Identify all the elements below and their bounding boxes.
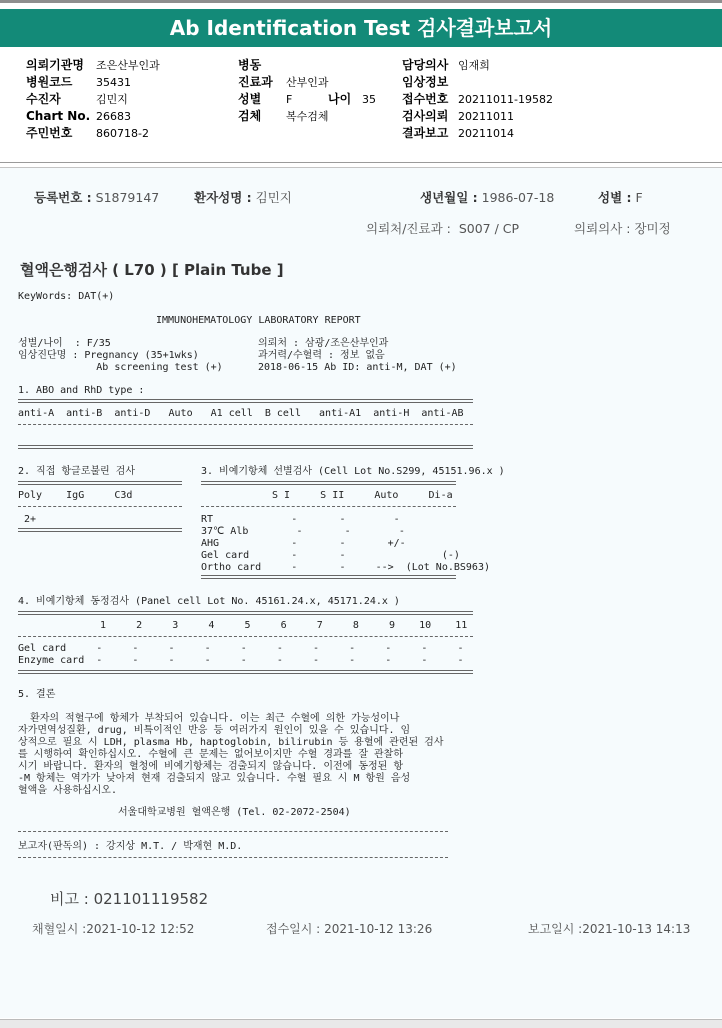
note-label: 비고 : — [50, 890, 89, 908]
double-rule — [18, 611, 473, 615]
sex-label: 성별 : — [598, 190, 632, 205]
dat-values: 2+ — [18, 514, 37, 525]
screening-rows: RT - - - 37℃ Alb - - - AHG - - +/- Gel card - - (-) Ortho card - - --> (Lot No.BS963) — [201, 514, 490, 573]
screening-header: S I S II Auto Di-a — [272, 490, 453, 501]
info-label: 검사의뢰 — [402, 109, 449, 123]
info-label: 의뢰기관명 — [26, 58, 84, 72]
demographics-left: 성별/나이 : F/35 임상진단명 : Pregnancy (35+1wks) Ab screening test (+) — [18, 338, 223, 373]
registration-value: S1879147 — [95, 190, 160, 205]
info-value: 20211011-19582 — [458, 93, 553, 106]
info-value: 35431 — [96, 76, 131, 89]
double-rule — [18, 445, 473, 449]
info-label: 검체 — [238, 109, 262, 123]
info-label: 임상정보 — [402, 75, 449, 89]
info-label: 주민번호 — [26, 126, 73, 140]
double-rule — [201, 481, 456, 485]
info-label: Chart No. — [26, 109, 91, 123]
reporter: 보고자(판독의) : 강지상 M.T. / 박재현 M.D. — [18, 841, 243, 852]
screening-title: 3. 비예기항체 선별검사 (Cell Lot No.S299, 45151.96.x ) — [201, 466, 505, 477]
info-value: 20211014 — [458, 127, 514, 140]
receive-label: 접수일시 : — [266, 922, 321, 936]
panel-title: 4. 비예기항체 동정검사 (Panel cell Lot No. 45161.24.x, 45171.24.x ) — [18, 596, 400, 607]
divider — [0, 162, 722, 163]
info-label: 성별 — [238, 92, 262, 106]
doctor-value: 장미정 — [634, 221, 671, 236]
receive-value: 2021-10-12 13:26 — [324, 922, 433, 936]
rule — [18, 857, 448, 858]
top-border — [0, 0, 722, 3]
rule — [18, 636, 473, 637]
double-rule — [18, 528, 182, 532]
info-value: F — [286, 93, 293, 106]
info-label: 결과보고 — [402, 126, 449, 140]
abo-title: 1. ABO and RhD type : — [18, 385, 145, 396]
rule — [201, 506, 456, 507]
info-value: 복수검체 — [286, 110, 329, 123]
collect-label: 채혈일시 : — [32, 922, 87, 936]
report-time-label: 보고일시 : — [528, 922, 583, 936]
info-value: 임재희 — [458, 59, 490, 72]
info-column-2 — [238, 57, 376, 125]
keywords: KeyWords: DAT(+) — [18, 291, 115, 302]
dob-value: 1986-07-18 — [481, 190, 555, 205]
info-label: 병동 — [238, 58, 262, 72]
dob-label: 생년월일 : — [420, 190, 478, 205]
collect-value: 2021-10-12 12:52 — [86, 922, 195, 936]
age-label: 나이 — [328, 92, 352, 106]
note-value: 021101119582 — [93, 890, 209, 908]
registration-label: 등록번호 : — [34, 190, 92, 205]
conclusion-text: 환자의 적혈구에 항체가 부착되어 있습니다. 이는 최근 수혈에 의한 가능성이나 자가면역성질환, drug, 비특이적인 반응 등 여러가지 원인이 있을 수 있습니다. 임 상적으로 필요 시 LDH, plasma Hb, haptoglobin, bilirubin 등 용혈에 관련된 검사 를 시행하여 확인하십시오. 수혈에 큰 문제는 없어보이지만 수혈 경과를 잘 관찰하 시기 바랍니다. 환자의 혈청에 비예기항체는 검출되지 않습니다. 이전에 동정된 항 -M 항체는 역가가 낮아져 현재 검출되지 않고 있습니다. 수혈 필요 시 M 항원 음성 혈액을 사용하십시오. — [18, 713, 444, 796]
patient-name-label: 환자성명 : — [194, 190, 252, 205]
rule — [18, 831, 448, 832]
info-value: 20211011 — [458, 110, 514, 123]
sex-value: F — [635, 190, 643, 205]
double-rule — [201, 575, 456, 579]
dat-header: Poly IgG C3d — [18, 490, 133, 501]
hospital-contact: 서울대학교병원 혈액은행 (Tel. 02-2072-2504) — [118, 807, 351, 818]
abo-header: anti-A anti-B anti-D Auto A1 cell B cell anti-A1 anti-H anti-AB — [18, 408, 464, 419]
panel-rows: Gel card - - - - - - - - - - - Enzyme card - - - - - - - - - - - — [18, 643, 464, 666]
panel-header: 1 2 3 4 5 6 7 8 9 10 11 — [100, 620, 468, 631]
dept-label: 의뢰처/진료과 : — [366, 221, 451, 236]
report-title: Ab Identification Test 검사결과보고서 — [0, 9, 722, 47]
info-value: 26683 — [96, 110, 131, 123]
conclusion-title: 5. 결론 — [18, 689, 56, 700]
double-rule — [18, 670, 473, 674]
dat-title: 2. 직접 항글로불린 검사 — [18, 466, 136, 477]
info-label: 수진자 — [26, 92, 61, 106]
info-value: 김민지 — [96, 93, 128, 106]
info-value: 산부인과 — [286, 76, 329, 89]
section-title: 혈액은행검사 ( L70 ) [ Plain Tube ] — [20, 261, 284, 279]
lab-report-title: IMMUNOHEMATOLOGY LABORATORY REPORT — [156, 315, 361, 326]
info-label: 병원코드 — [26, 75, 73, 89]
double-rule — [18, 481, 182, 485]
dept-value: S007 / CP — [458, 221, 520, 236]
info-label: 담당의사 — [402, 58, 449, 72]
info-label: 접수번호 — [402, 92, 449, 106]
doctor-label: 의뢰의사 : — [574, 221, 631, 236]
rule — [18, 506, 182, 507]
age-value: 35 — [362, 93, 376, 106]
info-value: 조은산부인과 — [96, 59, 160, 72]
rule — [18, 424, 473, 425]
demographics-right: 의뢰처 : 삼광/조은산부인과 과거력/수혈력 : 정보 없음 2018-06-15 Ab ID: anti-M, DAT (+) — [258, 338, 457, 373]
double-rule — [18, 399, 473, 403]
info-label: 진료과 — [238, 75, 273, 89]
info-column-1 — [26, 57, 160, 142]
info-column-3 — [402, 57, 553, 142]
info-value: 860718-2 — [96, 127, 149, 140]
patient-name-value: 김민지 — [255, 190, 292, 205]
report-time-value: 2021-10-13 14:13 — [582, 922, 691, 936]
